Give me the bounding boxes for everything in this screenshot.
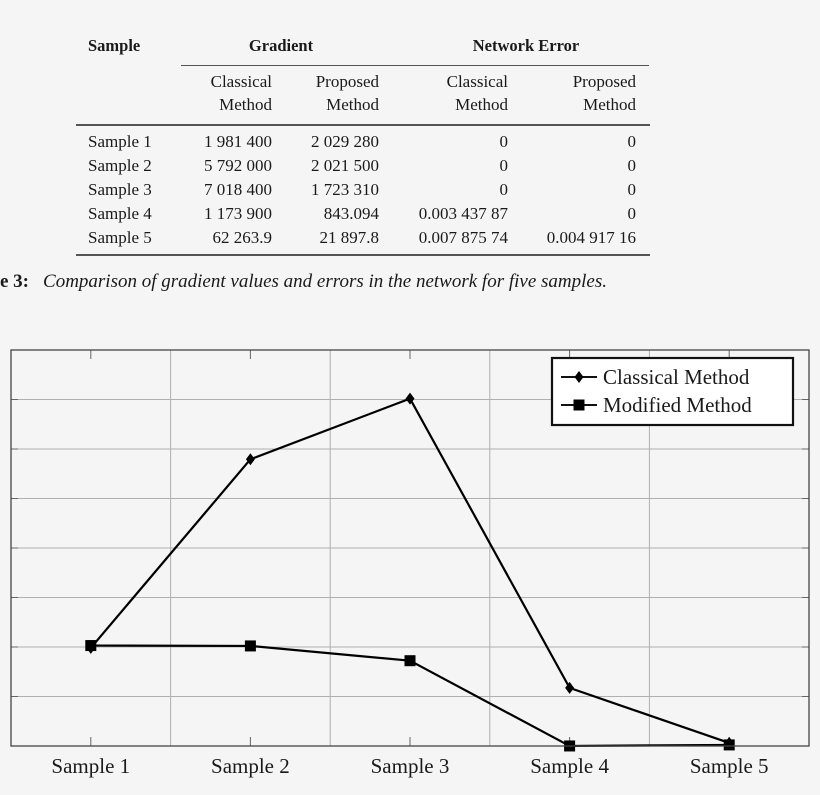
legend-classical-method: Classical Method — [603, 365, 750, 389]
caption-text: Comparison of gradient values and errors in the network for five samples. — [43, 271, 608, 292]
cell-err-proposed: 0 — [627, 204, 636, 223]
x-tick-label: Sample 5 — [689, 754, 769, 778]
square-marker-icon — [724, 739, 735, 750]
series-line — [91, 399, 729, 743]
cell-err-classical: 0 — [499, 132, 508, 151]
cell-grad-proposed: 21 897.8 — [319, 228, 379, 247]
square-marker-icon — [245, 640, 256, 651]
cell-grad-proposed: 2 021 500 — [311, 156, 379, 175]
header-sample: Sample — [88, 36, 141, 55]
legend-modified-method: Modified Method — [603, 393, 752, 417]
square-marker-icon — [85, 640, 96, 651]
cell-err-classical: 0 — [499, 156, 508, 175]
cell-err-proposed: 0 — [627, 180, 636, 199]
cell-sample: Sample 5 — [88, 228, 152, 247]
square-marker-icon — [574, 400, 585, 411]
cell-grad-classical: 62 263.9 — [212, 228, 272, 247]
cell-grad-proposed: 1 723 310 — [311, 180, 379, 199]
header-gradient: Gradient — [248, 36, 314, 55]
caption-label: e 3: — [0, 271, 30, 292]
subheader-err-classical: Classical Method — [446, 72, 508, 114]
x-axis-labels — [51, 754, 768, 778]
cell-err-classical: 0.003 437 87 — [418, 204, 508, 223]
x-tick-label: Sample 4 — [530, 754, 609, 778]
chart-series — [85, 393, 734, 752]
cell-grad-proposed: 843.094 — [323, 204, 379, 223]
cell-grad-classical: 7 018 400 — [204, 180, 272, 199]
cell-err-classical: 0 — [499, 180, 508, 199]
subheader-grad-proposed: Proposed Method — [315, 72, 379, 114]
chart-legend — [552, 358, 793, 425]
header-network-error: Network Error — [472, 36, 580, 55]
cell-sample: Sample 1 — [88, 132, 152, 151]
cell-err-proposed: 0.004 917 16 — [546, 228, 636, 247]
cell-grad-classical: 1 981 400 — [204, 132, 272, 151]
cell-err-proposed: 0 — [627, 132, 636, 151]
subheader-err-proposed: Proposed Method — [572, 72, 636, 114]
cell-sample: Sample 4 — [88, 204, 152, 223]
square-marker-icon — [405, 655, 416, 666]
x-tick-label: Sample 3 — [370, 754, 450, 778]
cell-grad-classical: 1 173 900 — [204, 204, 272, 223]
subheader-grad-classical: Classical Method — [210, 72, 272, 114]
cell-grad-classical: 5 792 000 — [204, 156, 272, 175]
cell-err-proposed: 0 — [627, 156, 636, 175]
cell-grad-proposed: 2 029 280 — [311, 132, 379, 151]
x-tick-label: Sample 1 — [51, 754, 131, 778]
x-tick-label: Sample 2 — [211, 754, 290, 778]
cell-err-classical: 0.007 875 74 — [418, 228, 508, 247]
cell-sample: Sample 2 — [88, 156, 152, 175]
cell-sample: Sample 3 — [88, 180, 152, 199]
